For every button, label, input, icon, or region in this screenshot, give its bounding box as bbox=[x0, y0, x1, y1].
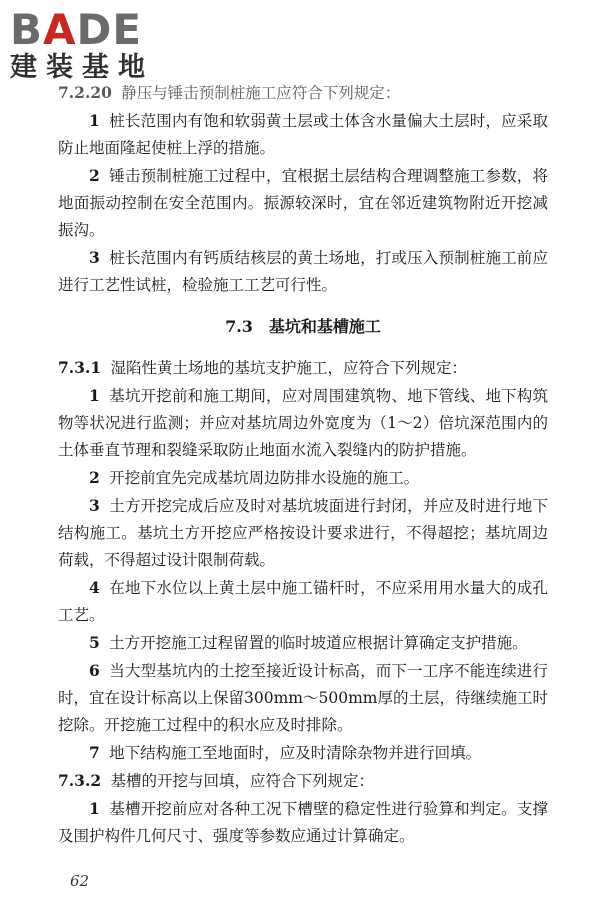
list-item: 1 桩长范围内有饱和软弱黄土层或土体含水量偏大土层时，应采取防止地面隆起使桩上浮的措施。 bbox=[58, 111, 548, 157]
list-item: 2 锤击预制桩施工过程中，宜根据土层结构合理调整施工参数，将地面振动控制在安全范围内。振源较深时，宜在邻近建筑物附近开挖减振沟。 bbox=[58, 166, 548, 239]
section-title: 基坑和基槽施工 bbox=[268, 317, 381, 336]
list-item: 3 桩长范围内有钙质结核层的黄土场地，打或压入预制桩施工前应进行工艺性试桩，检验施工工艺可行性。 bbox=[58, 248, 548, 294]
document-body bbox=[58, 79, 548, 850]
logo-wordmark: BADE bbox=[10, 5, 143, 54]
clause-number: 7.3.1 bbox=[58, 358, 102, 377]
list-item: 6 当大型基坑内的土挖至接近设计标高，而下一工序不能连续进行时，宜在设计标高以上保留300mm～500mm厚的土层，待继续施工时挖除。开挖施工过程中的积水应及时排除。 bbox=[58, 661, 548, 734]
clause-number: 7.3.2 bbox=[58, 771, 102, 790]
logo-accent-letter: A bbox=[43, 5, 77, 54]
list-item: 1 基槽开挖前应对各种工况下槽壁的稳定性进行验算和判定。支撑及围护构件几何尺寸、强度等参数应通过计算确定。 bbox=[58, 799, 548, 845]
clause-lead-text: 静压与锤击预制桩施工应符合下列规定： bbox=[121, 84, 401, 102]
clause-lead-text: 基槽的开挖与回填，应符合下列规定： bbox=[110, 772, 374, 790]
page-number: 62 bbox=[70, 872, 90, 890]
section-number: 7.3 bbox=[225, 317, 253, 336]
list-item: 2 开挖前宜先完成基坑周边防排水设施的施工。 bbox=[89, 468, 420, 487]
clause-lead bbox=[58, 354, 548, 382]
list-item: 5 土方开挖施工过程留置的临时坡道应根据计算确定支护措施。 bbox=[89, 633, 528, 652]
list-item: 4 在地下水位以上黄土层中施工锚杆时，不应采用用水量大的成孔工艺。 bbox=[58, 578, 548, 624]
clause-number: 7.2.20 bbox=[58, 83, 112, 102]
list-item: 3 土方开挖完成后应及时对基坑坡面进行封闭，并应及时进行地下结构施工。基坑土方开挖应严格按设计要求进行，不得超挖；基坑周边荷载，不得超过设计限制荷载。 bbox=[58, 496, 548, 569]
clause-lead bbox=[58, 767, 548, 795]
brand-logo bbox=[10, 5, 180, 88]
list-item: 7 地下结构施工至地面时，应及时清除杂物并进行回填。 bbox=[89, 743, 482, 762]
logo-subtitle: 建装基地 bbox=[10, 52, 154, 83]
section-heading bbox=[58, 313, 548, 340]
list-item: 1 基坑开挖前和施工期间，应对周围建筑物、地下管线、地下构筑物等状况进行监测；并应对基坑周边外宽度为（1～2）倍坑深范围内的土体垂直节理和裂缝采取防止地面水流入裂缝内的防护措施。 bbox=[58, 386, 548, 459]
clause-lead-text: 湿陷性黄土场地的基坑支护施工，应符合下列规定： bbox=[110, 359, 467, 377]
